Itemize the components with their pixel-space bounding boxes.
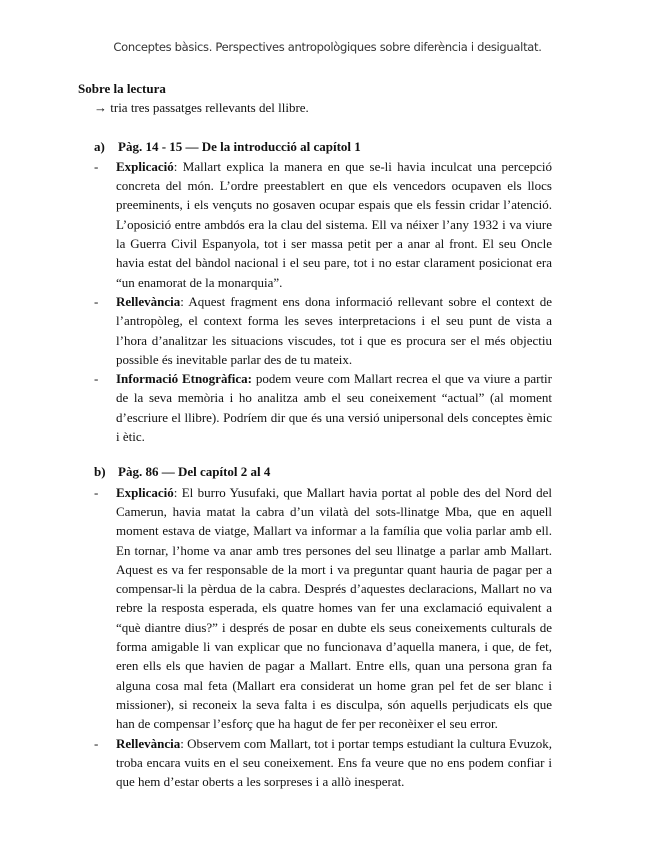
item-body: Mallart explica la manera en que se-li havia inculcat una percepció concreta del món. L’ordre preestablert en que els vencedors ocupaven els llocs preeminents, i els vençuts no gosaven ocupar espais que els fessin cridar l’atenció. L’oposició entre ambdós era la clau del sistema. Ell va néixer l’any 1932 i va viure la Guerra Civil Espanyola, tot i ser massa petit per a anar al front. El seu Oncle havia estat del bàndol nacional i el seu pare, tot i no estar clarament posicionat era “un enamorat de la monarquia”. [116,158,552,290]
list-item [78,369,552,446]
section-b [78,462,552,791]
spacer [78,446,552,462]
item-label: Explicació [116,484,174,500]
item-body: Aquest fragment ens dona informació rellevant sobre el context de l’antropòleg, el context forma les seves interpretacions i el seu punt de vista a l’hora d’analitzar les situacions viscudes, tot i que es procura ser el més objectiu possible és inevitable parlar des de tu mateix. [116,293,552,367]
list-item-text [116,157,552,292]
item-label: Explicació [116,158,174,174]
list-item-text [116,734,552,792]
page-header: Conceptes bàsics. Perspectives antropològiques sobre diferència i desigualtat. [113,40,542,54]
item-body: El burro Yusufaki, que Mallart havia portat al poble des del Nord del Camerun, havia matat la cabra d’un vilatà del sots-llinatge Mba, que en aquell moment estava de viatge, Mallart va informar a la família que volia parlar amb ell. En tornar, l’home va anar amb tres persones del seu llinatge a parlar amb Mallart. Aquest es va fer responsable de la mort i va preguntar quant hauria de pagar per a compensar-li la pèrdua de la cabra. Després d’aquestes declaracions, Mallart no va rebre la resposta esperada, els quatre homes van fer una exclamació equivalent a “què diantre dius?” i després de posar en dubte els seus coneixements culturals de forma amigable li van explicar que no funcionava d’aquella manera, i que, de fet, eren ells els que havien de pagar a Mallart. Entre ells, quan una persona gran fa alguna cosa mal feta (Mallart era considerat un home gran pel fet de ser blanc i missioner), si reconeix la seva falta i es disculpa, són aquells perjudicats els que han de compensar l’esforç que ha hagut de fer per reconèixer el seu error. [116,484,552,732]
item-body: podem veure com Mallart recrea el que va viure a partir de la seva memòria i ho analitza amb el seu coneixement “actual” (al moment d’escriure el llibre). Podríem dir que és una versió unipersonal dels conceptes èmic i ètic. [116,371,552,445]
bullet: - [94,293,99,309]
section-heading [78,462,552,481]
section-title: Sobre la lectura [78,81,166,96]
list-item [78,734,552,792]
section-a [78,137,552,447]
section-heading-text: Pàg. 86 — Del capítol 2 al 4 [118,464,271,480]
item-label: Informació Etnogràfica: [116,371,252,387]
item-body: Observem com Mallart, tot i portar temps estudiant la cultura Evuzok, troba encara vuits en el seu coneixement. Ens fa veure que no ens podem confiar i que hem d’estar oberts a les sorpreses i a allò inesperat. [116,735,552,790]
item-label: Rellevància [116,735,181,751]
list-item [78,483,552,734]
item-separator: : [173,158,178,174]
item-separator: : [180,293,184,309]
list-item [78,157,552,292]
section-heading-text: Pàg. 14 - 15 — De la introducció al capítol 1 [118,138,361,154]
item-separator: : [180,735,184,751]
bullet: - [94,735,99,751]
bullet: - [94,158,99,174]
intro-line: → tria tres passatges rellevants del llibre. [94,100,309,116]
section-heading [78,137,552,156]
list-item-text [116,369,552,446]
bullet: - [94,371,99,387]
document-body [78,79,552,791]
section-letter: b) [94,464,106,480]
item-label: Rellevància [116,293,181,309]
list-item [78,292,552,369]
bullet: - [94,484,99,500]
list-item-text [116,483,552,734]
section-letter: a) [94,138,105,154]
list-item-text [116,292,552,369]
item-separator: : [173,484,178,500]
